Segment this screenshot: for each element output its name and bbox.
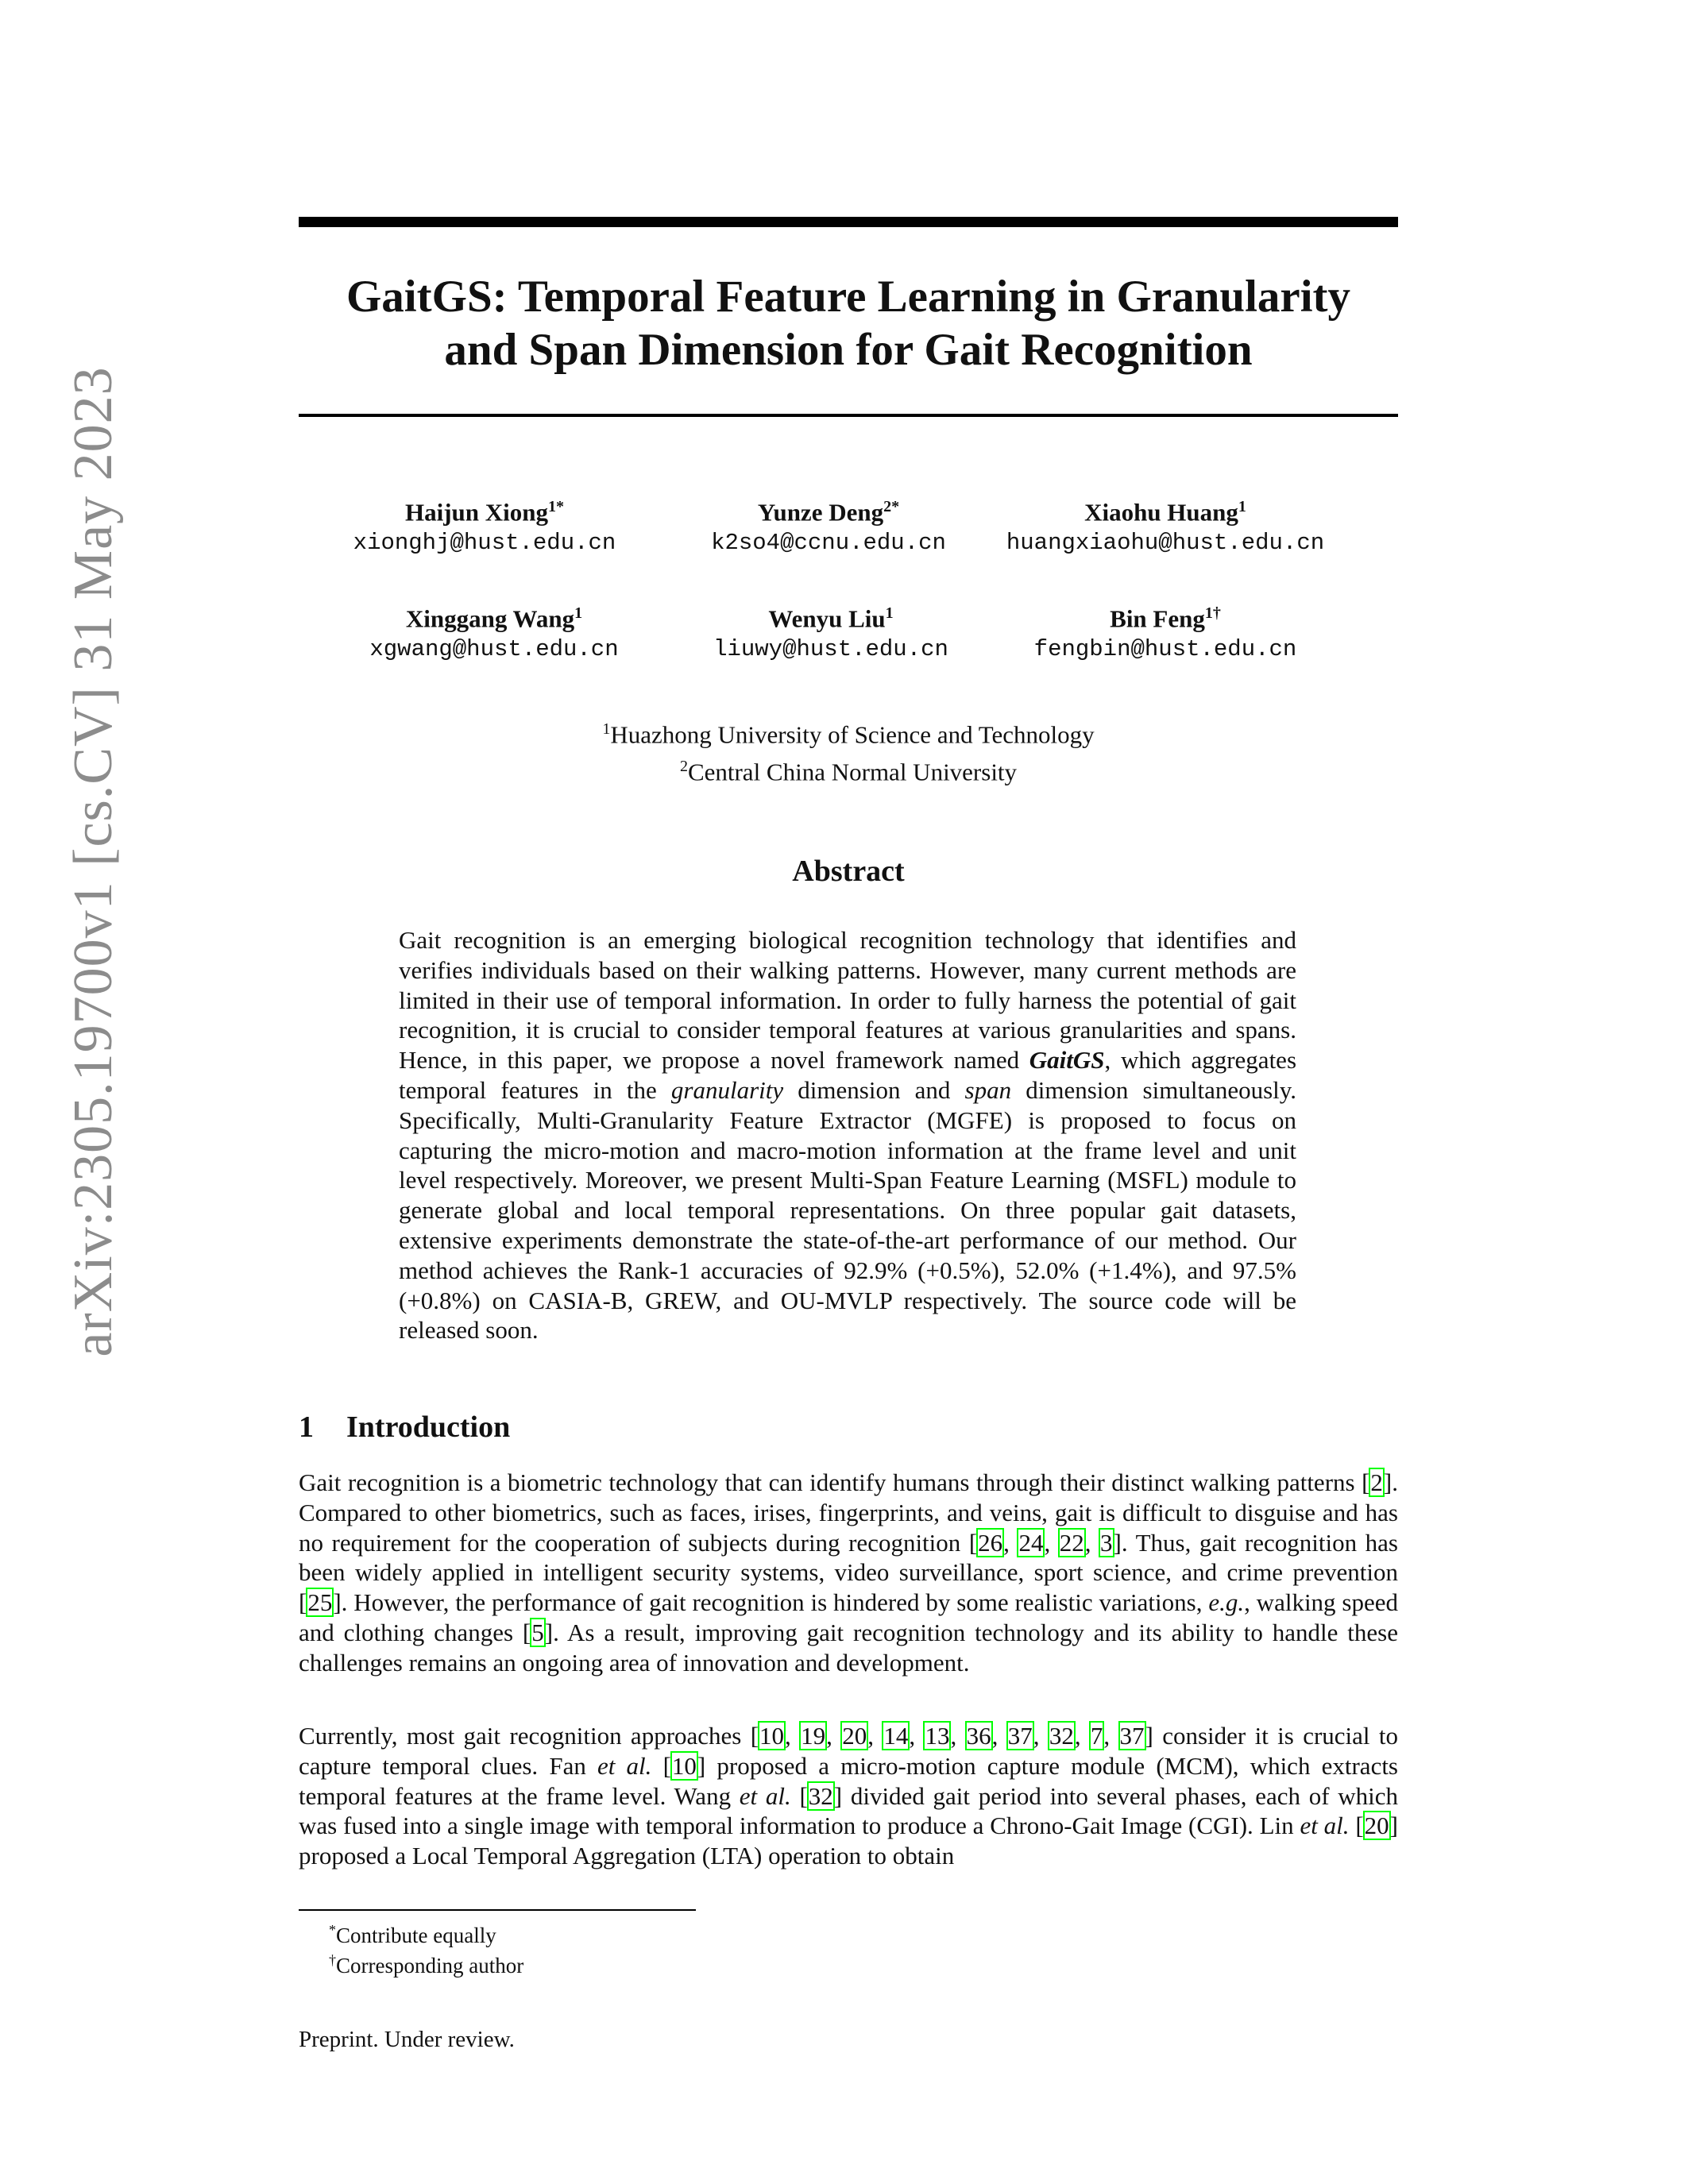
body-text: ] divided gait period into several phases, each of which was fused into a single image with temporal information to produce a Chrono-Gait Image (CGI). Lin — [299, 1781, 1398, 1840]
section-heading — [299, 1410, 510, 1445]
citation-link[interactable]: 32 — [1049, 1722, 1074, 1750]
footnote — [329, 1916, 496, 1950]
abstract-body — [399, 925, 1296, 1345]
affiliation-line — [299, 751, 1398, 788]
title-line-1: GaitGS: Temporal Feature Learning in Granularity — [346, 272, 1351, 322]
footnote-mark: † — [329, 1952, 336, 1968]
title-line-2: and Span Dimension for Gait Recognition — [444, 325, 1253, 375]
citation-link[interactable]: 22 — [1059, 1528, 1084, 1557]
citation-link[interactable]: 3 — [1100, 1528, 1113, 1557]
paper-title — [299, 270, 1398, 376]
body-text: [ — [1349, 1812, 1364, 1840]
citation-link[interactable]: 10 — [671, 1751, 697, 1780]
author-email: fengbin@hust.edu.cn — [1033, 636, 1297, 663]
citation-link[interactable]: 7 — [1090, 1722, 1103, 1750]
author-affiliation-mark: 1* — [548, 498, 565, 515]
abstract-text: dimension simultaneously. Specifically, Multi-Granularity Feature Extractor (MGFE) is proposed to focus on capturing the micro-motion and macro-motion information at the frame level and unit level respectively. Moreover, we present Multi-Span Feature Learning (MSFL) module to generate global and local temporal representations. On three popular gait datasets, extensive experiments demonstrate the state-of-the-art performance of our method. Our method achieves the Rank-1 accuracies of 92.9% (+0.5%), 52.0% (+1.4%), and 97.5% (+0.8%) on CASIA-B, GREW, and OU-MVLP respectively. The source code will be released soon. — [399, 1075, 1297, 1345]
citation-link[interactable]: 10 — [759, 1722, 785, 1750]
body-text: ] proposed a Local Temporal Aggregation (LTA) operation to obtain — [299, 1812, 1398, 1870]
affiliation-name: Huazhong University of Science and Technology — [610, 720, 1095, 749]
section-number: 1 — [299, 1410, 314, 1444]
author-email: xgwang@hust.edu.cn — [369, 636, 619, 663]
author-block — [959, 491, 1372, 558]
body-text: ]. However, the performance of gait recognition is hindered by some realistic variations, — [333, 1588, 1209, 1617]
emphasis-et-al: et al. — [1300, 1812, 1350, 1840]
affiliation-name: Central China Normal University — [687, 758, 1018, 786]
body-text: Currently, most gait recognition approaches [ — [299, 1722, 759, 1750]
emphasis-eg: e.g. — [1208, 1588, 1245, 1617]
author-affiliation-mark: 1 — [885, 604, 894, 622]
title-top-rule — [299, 217, 1398, 227]
citation-link[interactable]: 26 — [978, 1528, 1003, 1557]
footnote-text: Contribute equally — [336, 1924, 496, 1947]
body-text: ] consider it is crucial to capture temporal clues. Fan — [299, 1722, 1399, 1780]
author-block — [959, 597, 1372, 665]
emphasis-et-al: et al. — [739, 1781, 791, 1810]
intro-paragraph-1: Gait recognition is a biometric technology that can identify humans through their distinct walking patterns [2]. Compared to other biometrics, such as faces, irises, fingerprints, and veins, gait is difficult to disguise and has no requirement for the cooperation of subjects during recognition [26, 24, 22, 3]. Thus, gait recognition has been widely applied in intelligent security systems, video surveillance, sport science, and crime prevention [25]. However, the performance of gait recognition is hindered by some realistic variations, e.g., walking speed and clothing changes [5]. As a result, improving gait recognition technology and its ability to handle these challenges remains an ongoing area of innovation and development. — [299, 1468, 1398, 1677]
author-email: liuwy@hust.edu.cn — [713, 636, 948, 663]
body-text: [ — [651, 1751, 671, 1780]
footnote-mark: * — [329, 1922, 336, 1938]
citation-link[interactable]: 32 — [808, 1781, 833, 1810]
method-name: GaitGS — [1029, 1046, 1105, 1075]
arxiv-identifier: arXiv:2305.19700v1 [cs.CV] 31 May 2023 — [63, 366, 124, 1357]
section-title: Introduction — [346, 1410, 511, 1444]
body-text: , walking speed and clothing changes [ — [299, 1588, 1398, 1646]
emphasis-et-al: et al. — [597, 1751, 652, 1780]
citation-link[interactable]: 36 — [966, 1722, 991, 1750]
citation-link[interactable]: 5 — [531, 1618, 544, 1646]
abstract-text: , which aggregates temporal features in the — [399, 1046, 1297, 1104]
preprint-notice: Preprint. Under review. — [299, 2027, 515, 2052]
author-email: k2so4@ccnu.edu.cn — [711, 530, 946, 557]
citation-link[interactable]: 19 — [801, 1722, 826, 1750]
author-affiliation-mark: 1† — [1204, 604, 1221, 622]
citation-link[interactable]: 14 — [883, 1722, 909, 1750]
citation-link[interactable]: 20 — [842, 1722, 867, 1750]
body-text: ]. Compared to other biometrics, such as faces, irises, fingerprints, and veins, gait is difficult to disguise and has no requirement for the cooperation of subjects during recognition [ — [299, 1468, 1398, 1557]
author-email: xionghj@hust.edu.cn — [353, 530, 616, 557]
abstract-text: dimension and — [783, 1075, 965, 1104]
author-name: Wenyu Liu — [768, 604, 886, 633]
affiliation-line — [299, 713, 1398, 751]
intro-paragraph-2: Currently, most gait recognition approaches [10, 19, 20, 14, 13, 36, 37, 32, 7, 37] consider it is crucial to capture temporal clues. Fan et al. [10] proposed a micro-motion capture module (MCM), which extracts temporal features at the frame level. Wang et al. [32] divided gait period into several phases, each of which was fused into a single image with temporal information to produce a Chrono-Gait Image (CGI). Lin et al. [20] proposed a Local Temporal Aggregation (LTA) operation to obtain — [299, 1722, 1399, 1870]
affiliations — [299, 713, 1398, 789]
footnote-rule — [299, 1909, 696, 1911]
citation-link[interactable]: 37 — [1007, 1722, 1033, 1750]
body-text: Gait recognition is a biometric technology that can identify humans through their distinct walking patterns [ — [299, 1468, 1370, 1496]
author-affiliation-mark: 1 — [574, 604, 583, 622]
author-name: Yunze Deng — [757, 498, 884, 527]
emphasis-granularity: granularity — [670, 1075, 784, 1104]
author-affiliation-mark: 1 — [1238, 498, 1246, 515]
author-name: Xinggang Wang — [405, 604, 575, 633]
affiliation-mark: 2 — [679, 758, 688, 776]
citation-link[interactable]: 2 — [1370, 1468, 1383, 1496]
body-text: ]. Thus, gait recognition has been widely applied in intelligent security systems, video surveillance, sport science, and crime prevention [ — [299, 1528, 1398, 1617]
body-text: ]. As a result, improving gait recognition technology and its ability to handle these challenges remains an ongoing area of innovation and development. — [299, 1618, 1398, 1677]
body-text: ] proposed a micro-motion capture module (MCM), which extracts temporal features at the frame level. Wang — [299, 1751, 1399, 1810]
author-email: huangxiaohu@hust.edu.cn — [1006, 530, 1325, 557]
author-affiliation-mark: 2* — [883, 498, 900, 515]
abstract-heading: Abstract — [792, 855, 905, 888]
citation-link[interactable]: 37 — [1119, 1722, 1145, 1750]
author-name: Bin Feng — [1110, 604, 1205, 633]
footnote — [329, 1946, 523, 1980]
body-text: [ — [790, 1781, 808, 1810]
footnote-text: Corresponding author — [336, 1954, 524, 1978]
citation-link[interactable]: 24 — [1018, 1528, 1044, 1557]
affiliation-mark: 1 — [602, 720, 611, 738]
abstract-text: Gait recognition is an emerging biological recognition technology that identifies and verifies individuals based on their walking patterns. However, many current methods are limited in their use of temporal information. In order to fully harness the potential of gait recognition, it is crucial to consider temporal features at various granularities and spans. Hence, in this paper, we propose a novel framework named — [399, 926, 1296, 1075]
emphasis-span: span — [964, 1075, 1012, 1104]
author-name: Xiaohu Huang — [1084, 498, 1238, 527]
author-name: Haijun Xiong — [404, 498, 549, 527]
citation-link[interactable]: 25 — [307, 1588, 333, 1617]
citation-link[interactable]: 20 — [1364, 1812, 1389, 1840]
citation-link[interactable]: 13 — [925, 1722, 950, 1750]
title-bottom-rule — [299, 414, 1398, 417]
